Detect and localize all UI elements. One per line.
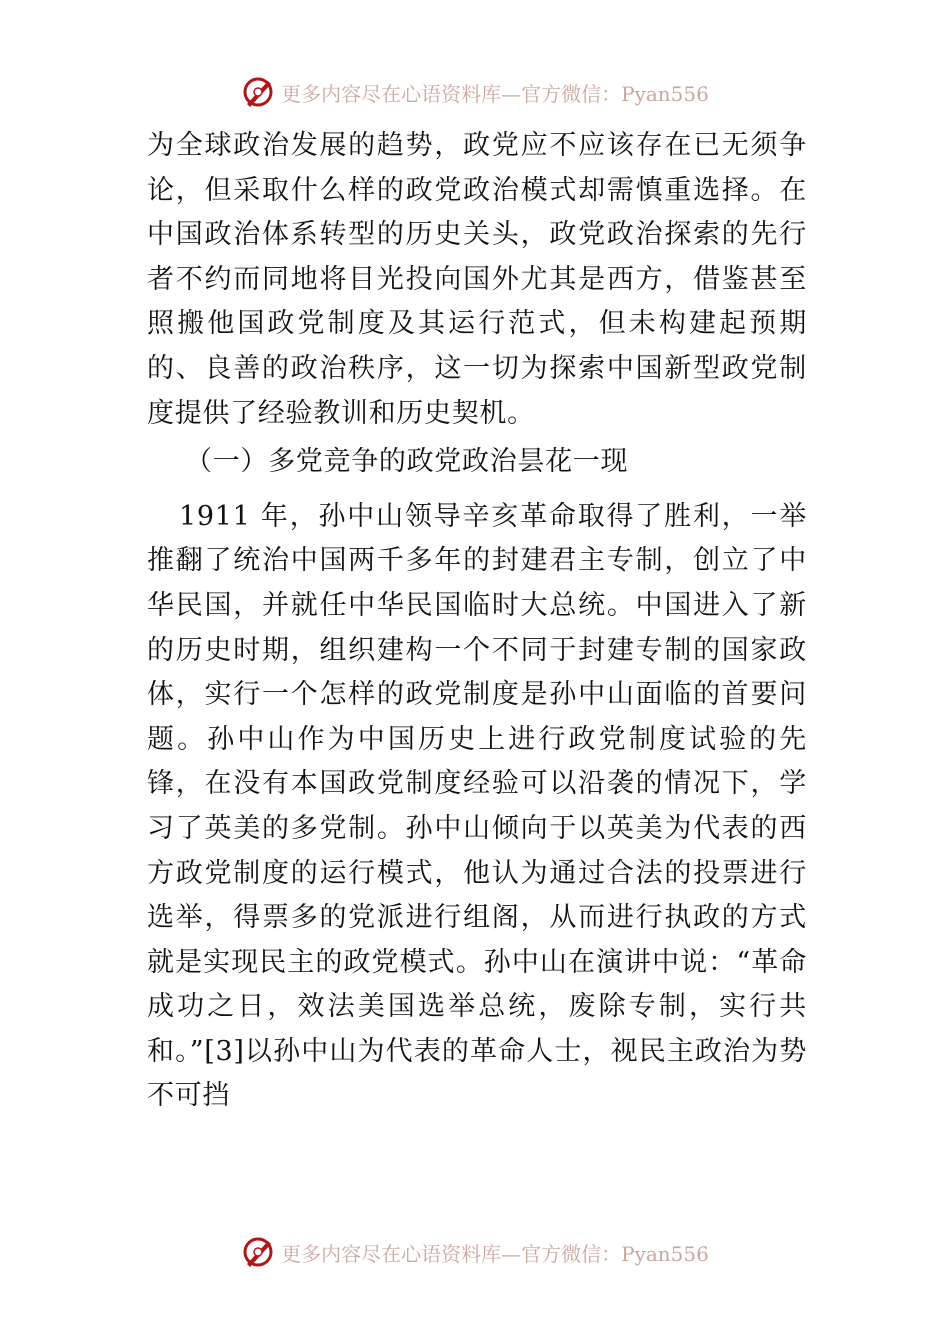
banner-text: 更多内容尽在心语资料库—官方微信：Pyan556 — [281, 81, 709, 106]
paragraph: 1911 年，孙中山领导辛亥革命取得了胜利，一举推翻了统治中国两千多年的封建君主专制，创立了中华民国，并就任中华民国临时大总统。中国进入了新的历史时期，组织建构一个不同于封建专制的国家政体，实行一个怎样的政党制度是孙中山面临的首要问题。孙中山作为中国历史上进行政党制度试验的先锋，在没有本国政党制度经验可以沿袭的情况下，学习了英美的多党制。孙中山倾向于以英美为代表的西方政党制度的运行模式，他认为通过合法的投票进行选举，得票多的党派进行组阁，从而进行执政的方式就是实现民主的政党模式。孙中山在演讲中说：“革命成功之日，效法美国选举总统，废除专制，实行共和。”[3]以孙中山为代表的革命人士，视民主政治为势不可挡 — [147, 500, 807, 1112]
footer-banner — [0, 1232, 950, 1272]
banner-text: 更多内容尽在心语资料库—官方微信：Pyan556 — [281, 1241, 709, 1266]
pen-logo-icon — [241, 74, 277, 110]
pen-logo-icon — [241, 1234, 277, 1270]
paragraph: 为全球政治发展的趋势，政党应不应该存在已无须争论，但采取什么样的政党政治模式却需慎重选择。在中国政治体系转型的历史关头，政党政治探索的先行者不约而同地将目光投向国外尤其是西方，借鉴甚至照搬他国政党制度及其运行范式，但未构建起预期的、良善的政治秩序，这一切为探索中国新型政党制度提供了经验教训和历史契机。 — [147, 130, 807, 429]
header-banner — [0, 72, 950, 112]
document-body — [147, 124, 807, 1119]
section-heading: （一）多党竞争的政党政治昙花一现 — [185, 446, 629, 478]
